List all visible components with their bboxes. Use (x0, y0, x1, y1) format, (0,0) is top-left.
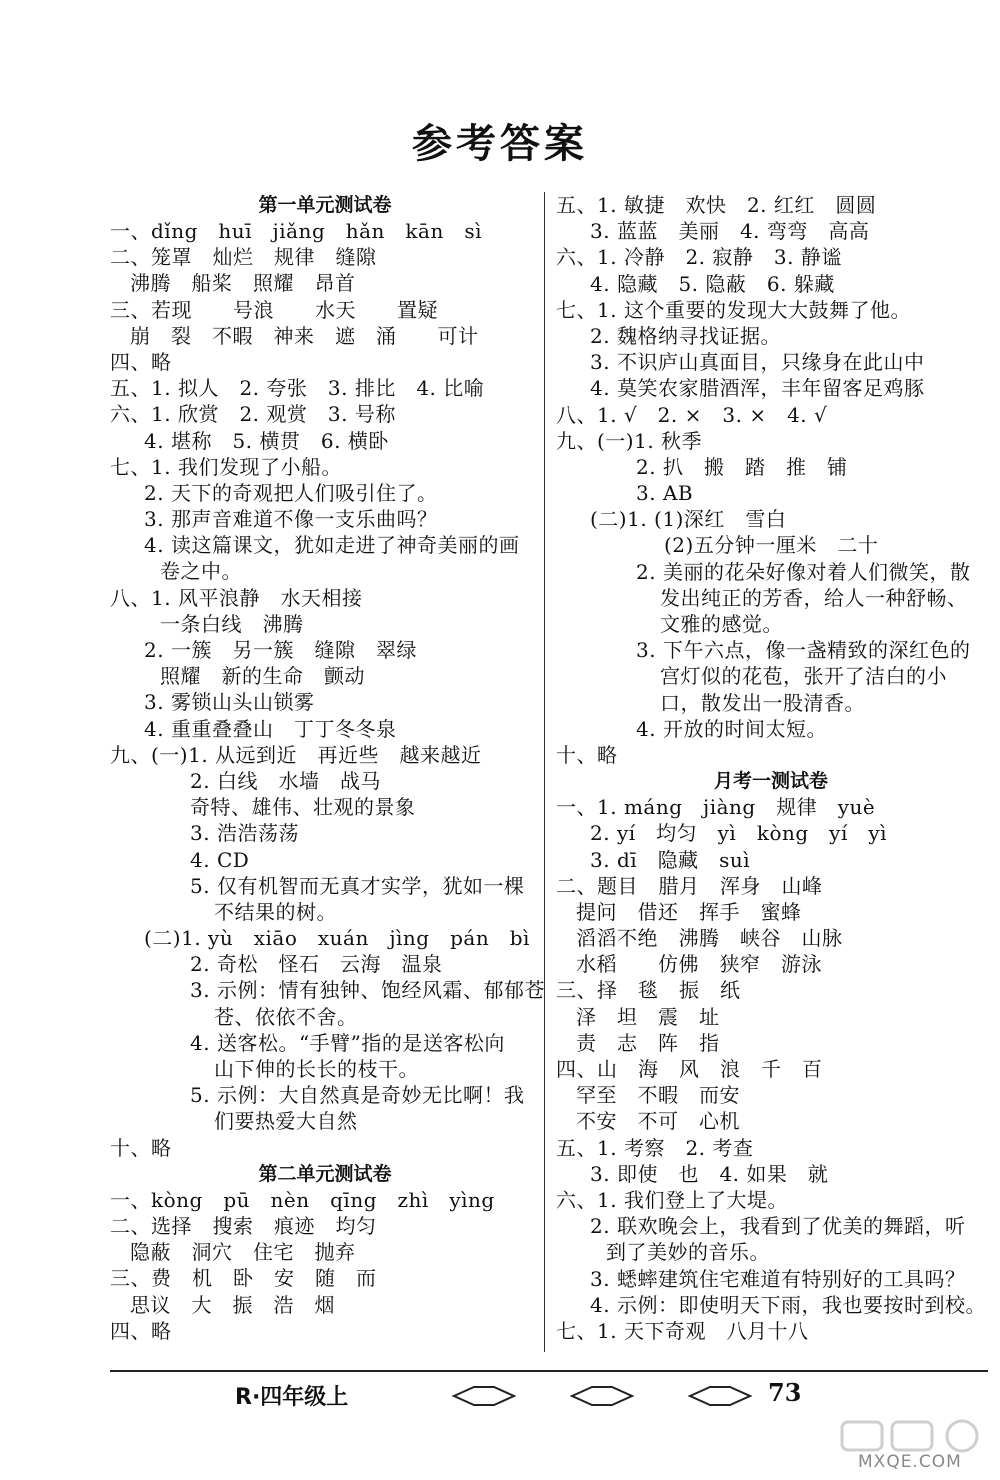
answer-line: 一条白线 沸腾 (160, 611, 304, 636)
answer-line: 滔滔不绝 沸腾 峡谷 山脉 (576, 926, 843, 951)
section-title-monthly-1: 月考一测试卷 (713, 770, 828, 793)
answer-line: 不安 不可 心机 (576, 1109, 740, 1134)
answer-line: 们要热爱大自然 (214, 1109, 358, 1134)
answer-line: 五、1. 拟人 2. 夸张 3. 排比 4. 比喻 (110, 376, 485, 401)
answer-line: 4. 重重叠叠山 丁丁冬冬泉 (144, 716, 397, 741)
answer-line: 思议 大 振 浩 烟 (130, 1292, 335, 1317)
answer-line: 六、1. 我们登上了大堤。 (556, 1187, 788, 1212)
diamond-ornament-icon (688, 1385, 752, 1407)
answer-line: 宫灯似的花苞，张开了洁白的小 (660, 664, 947, 689)
answer-line: 五、1. 考察 2. 考查 (556, 1135, 754, 1160)
answer-line: 奇特、雄伟、壮观的景象 (190, 795, 416, 820)
answer-line: 4. 送客松。“手臂”指的是送客松向 (190, 1030, 505, 1055)
answer-line: 四、略 (110, 349, 172, 374)
answer-line: 七、1. 天下奇观 八月十八 (556, 1318, 809, 1343)
answer-line: 五、1. 敏捷 欢快 2. 红红 圆圆 (556, 193, 877, 217)
answer-line: 八、1. 风平浪静 水天相接 (110, 585, 363, 610)
answer-line: 九、(一)1. 从远到近 再近些 越来越近 (110, 742, 482, 767)
answer-line: 崩 裂 不暇 神来 遮 涌 可计 (130, 323, 479, 348)
answer-line: 一、dǐng huī jiǎng hǎn kān sì (110, 219, 483, 243)
answer-line: 2. yí 均匀 yì kòng yí yì (590, 821, 888, 846)
answer-line: 2. 天下的奇观把人们吸引住了。 (144, 480, 438, 505)
answer-line: 二、题目 腊月 浑身 山峰 (556, 873, 823, 898)
answer-line: 3. 下午六点，像一盏精致的深红色的 (636, 638, 971, 663)
answer-line: 2. 魏格纳寻找证据。 (590, 323, 781, 348)
answer-line: 4. CD (190, 847, 250, 872)
answer-line: 5. 仅有机智而无真才实学，犹如一棵 (190, 873, 525, 898)
answer-line: 文雅的感觉。 (660, 612, 783, 636)
answer-line: 三、若现 号浪 水天 置疑 (110, 297, 438, 322)
answer-line: 三、费 机 卧 安 随 而 (110, 1266, 377, 1291)
answer-line: 2. 一簇 另一簇 缝隙 翠绿 (144, 638, 417, 662)
answer-line: 4. 开放的时间太短。 (636, 716, 827, 741)
answer-line: 沸腾 船桨 照耀 昂首 (130, 271, 356, 296)
answer-line: 罕至 不暇 而安 (576, 1083, 740, 1108)
answer-line: 3. 那声音难道不像一支乐曲吗？ (144, 507, 438, 532)
answer-line: 责 志 阵 指 (576, 1030, 720, 1055)
answer-line: 4. 隐藏 5. 隐蔽 6. 躲藏 (590, 271, 835, 296)
answer-line: 4. 读这篇课文，犹如走进了神奇美丽的画 (144, 533, 520, 558)
answer-line: 3. 不识庐山真面目，只缘身在此山中 (590, 350, 925, 375)
answer-line: 4. 堪称 5. 横贯 6. 横卧 (144, 428, 389, 453)
column-divider (544, 192, 545, 1352)
answer-line: 二、选择 搜索 痕迹 均匀 (110, 1213, 377, 1238)
footer-rule (110, 1370, 988, 1372)
answer-line: 3. dī 隐藏 suì (590, 847, 751, 872)
answer-line: 十、略 (110, 1135, 172, 1160)
page-title: 参考答案 (412, 121, 588, 167)
answer-line: 3. 蟋蟀建筑住宅难道有特别好的工具吗？ (590, 1266, 966, 1291)
answer-line: 一、kòng pū nèn qīng zhì yìng (110, 1187, 495, 1212)
answer-line: 四、略 (110, 1318, 172, 1343)
answer-line: (2)五分钟一厘米 二十 (664, 533, 879, 558)
answer-line: 不结果的树。 (214, 899, 337, 924)
answer-line: 七、1. 我们发现了小船。 (110, 454, 342, 479)
answer-line: 一、1. máng jiàng 规律 yuè (556, 795, 876, 820)
answer-line: 隐蔽 洞穴 住宅 抛弃 (130, 1240, 356, 1265)
answer-line: 3. 浩浩荡荡 (190, 821, 299, 846)
answer-line: 九、(一)1. 秋季 (556, 428, 703, 453)
answer-line: 三、择 毯 振 纸 (556, 978, 741, 1003)
answer-line: 提问 借还 挥手 蜜蜂 (576, 899, 802, 924)
answer-line: (二)1. yù xiāo xuán jìng pán bì (144, 926, 530, 951)
answer-line: 十、略 (556, 742, 618, 767)
answer-line: 发出纯正的芳香，给人一种舒畅、 (660, 585, 968, 610)
watermark-site-text: MXQE.COM (858, 1452, 962, 1472)
page-number: 73 (768, 1378, 802, 1407)
section-title-unit-2: 第二单元测试卷 (258, 1162, 392, 1185)
answer-line: 八、1. √ 2. × 3. × 4. √ (556, 402, 828, 427)
answer-line: 泽 坦 震 址 (576, 1004, 720, 1029)
answer-line: 3. AB (636, 481, 694, 506)
answer-line: 2. 美丽的花朵好像对着人们微笑，散 (636, 559, 971, 584)
grade-label: R·四年级上 (235, 1385, 349, 1410)
answer-line: 四、山 海 风 浪 千 百 (556, 1057, 823, 1081)
diamond-ornament-icon (452, 1385, 516, 1407)
answer-line: 六、1. 欣赏 2. 观赏 3. 号称 (110, 402, 396, 427)
section-title-unit-1: 第一单元测试卷 (258, 194, 392, 216)
answer-line: 山下伸的长长的枝干。 (214, 1057, 419, 1081)
answer-line: 4. 示例：即使明天下雨，我也要按时到校。 (590, 1292, 986, 1317)
left-column (110, 192, 545, 1344)
answer-line: 2. 联欢晚会上，我看到了优美的舞蹈，听 (590, 1214, 966, 1239)
right-column (556, 192, 986, 1344)
answer-line: 2. 白线 水墙 战马 (190, 768, 381, 793)
answer-line: 到了美妙的音乐。 (606, 1240, 770, 1265)
answer-line: 水稻 仿佛 狭窄 游泳 (576, 952, 822, 977)
answer-line: 七、1. 这个重要的发现大大鼓舞了他。 (556, 297, 911, 322)
answer-line: 口，散发出一股清香。 (660, 690, 865, 715)
answer-line: 3. 示例：情有独钟、饱经风霜、郁郁苍 (190, 978, 545, 1003)
answer-line: 3. 雾锁山头山锁雾 (144, 690, 315, 715)
answer-line: 3. 即使 也 4. 如果 就 (590, 1161, 829, 1186)
answer-line: 苍、依依不舍。 (214, 1004, 358, 1029)
answer-line: 二、笼罩 灿烂 规律 缝隙 (110, 245, 377, 270)
diamond-ornament-icon (570, 1385, 634, 1407)
answer-line: 3. 蓝蓝 美丽 4. 弯弯 高高 (590, 219, 870, 244)
answer-line: (二)1. (1)深红 雪白 (590, 507, 787, 532)
answer-line: 六、1. 冷静 2. 寂静 3. 静谧 (556, 245, 842, 270)
answer-line: 照耀 新的生命 颤动 (160, 664, 365, 689)
answer-line: 2. 奇松 怪石 云海 温泉 (190, 952, 443, 977)
answer-line: 5. 示例：大自然真是奇妙无比啊！我 (190, 1083, 525, 1108)
answer-line: 卷之中。 (160, 559, 242, 584)
answer-line: 2. 扒 搬 踏 推 铺 (636, 454, 848, 479)
answer-line: 4. 莫笑农家腊酒浑，丰年留客足鸡豚 (590, 376, 925, 401)
